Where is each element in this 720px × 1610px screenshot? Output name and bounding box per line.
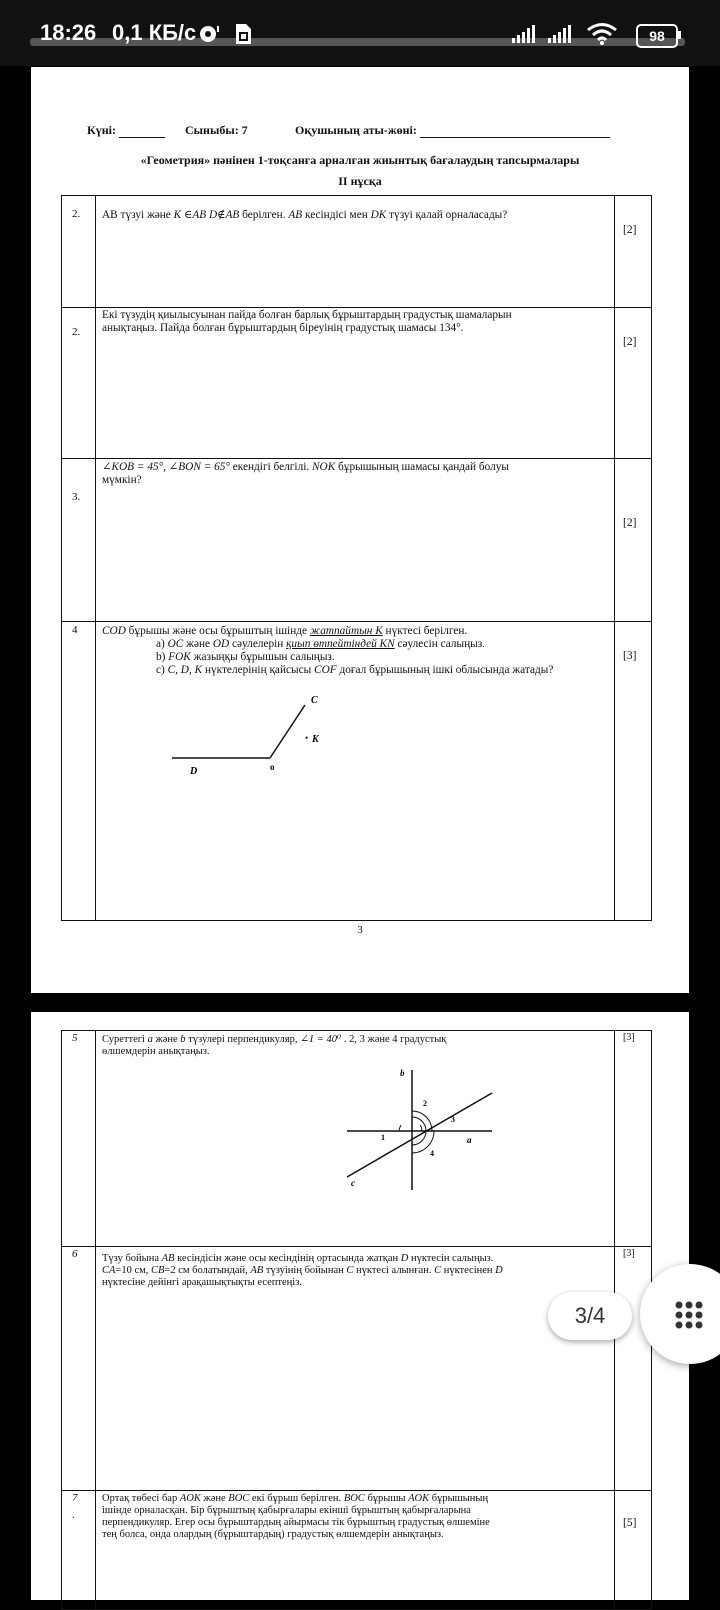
score-value: [2] bbox=[623, 336, 637, 348]
network-speed: 0,1 КБ/с bbox=[112, 20, 197, 45]
math-part: OC bbox=[167, 638, 184, 650]
page-indicator[interactable]: 3/4 bbox=[548, 1292, 632, 1340]
math-part: NOK bbox=[312, 461, 336, 473]
text-line: анықтаңыз. Пайда болған бұрыштардың біреуінің градустық шамасы 134°. bbox=[102, 322, 464, 334]
clock: 18:26 bbox=[40, 20, 97, 45]
text-part: кесіндісі мен bbox=[302, 209, 371, 221]
text-part: a) bbox=[156, 638, 168, 650]
label-3: 3 bbox=[451, 1115, 455, 1124]
label-a: a bbox=[467, 1135, 472, 1145]
text-line bbox=[102, 625, 613, 638]
text-part: нүктесі алынған. bbox=[353, 1265, 435, 1276]
task-number bbox=[62, 1491, 96, 1609]
text-line bbox=[102, 638, 613, 651]
math-part: AOK bbox=[179, 1493, 201, 1504]
signal-icon bbox=[546, 24, 576, 44]
math-part: К ∈АВ D∉АВ bbox=[173, 209, 240, 221]
student-blank bbox=[420, 137, 610, 138]
task-text bbox=[102, 461, 613, 487]
text-part: нүктелерінің қайсысы bbox=[202, 664, 315, 676]
text-part: түзуі қалай орналасады? bbox=[386, 209, 508, 221]
document-page bbox=[31, 67, 689, 993]
sim-icon bbox=[234, 23, 252, 45]
task-text bbox=[102, 625, 613, 677]
math-part: COF bbox=[314, 664, 337, 676]
score-value: [2] bbox=[623, 224, 637, 236]
text-part: =2 см болатындай, bbox=[164, 1265, 251, 1276]
math-part: b bbox=[180, 1034, 186, 1045]
text-part: бұрышы және осы бұрыштың ішінде bbox=[125, 625, 310, 637]
task-row bbox=[61, 1246, 652, 1491]
text-part: бұрышының bbox=[429, 1493, 489, 1504]
angle-arc bbox=[420, 1125, 422, 1131]
label-b: b bbox=[400, 1068, 405, 1078]
task-number-text: 3. bbox=[72, 491, 81, 503]
math-part: COD bbox=[102, 625, 126, 637]
task-row bbox=[61, 1490, 652, 1610]
text-line bbox=[102, 1493, 613, 1505]
math-part: a bbox=[147, 1034, 153, 1045]
task-text bbox=[102, 209, 613, 222]
label-4: 4 bbox=[430, 1149, 434, 1158]
record-icon bbox=[198, 24, 220, 44]
text-line: ішінде орналасқан. Бір бұрыштың қабырғалары екінші бұрыштың қабырғаларына bbox=[102, 1505, 471, 1516]
math-part: D bbox=[400, 1253, 409, 1264]
document-title: «Геометрия» пәнінен 1-тоқсанға арналған жиынтық бағалаудың тапсырмалары bbox=[140, 153, 580, 167]
math-part: C, D, K bbox=[167, 664, 203, 676]
text-part: c) bbox=[156, 664, 168, 676]
student-label: Оқушының аты-жөні: bbox=[295, 123, 417, 137]
text-line bbox=[102, 1253, 613, 1265]
text-line: Екі түзудің қиылысуынан пайда болған барлық бұрыштардың градустық шамаларын bbox=[102, 309, 512, 321]
perpendicular-lines-figure bbox=[337, 1065, 517, 1195]
battery-icon: 98 bbox=[636, 24, 678, 48]
math-part: AB bbox=[250, 1265, 264, 1276]
task-number bbox=[62, 308, 96, 458]
math-part: FOK bbox=[168, 651, 191, 663]
text-line bbox=[102, 651, 613, 664]
task-row bbox=[61, 307, 652, 459]
text-line: тең болса, онда олардың (бұрыштардың) градустық өлшемдерін анықтаңыз. bbox=[102, 1529, 444, 1540]
text-part: нүктесі берілген. bbox=[382, 625, 468, 637]
text-part: b) bbox=[156, 651, 169, 663]
text-part: АВ түзуі және bbox=[102, 209, 174, 221]
text-part: түзулері перпендикуляр, bbox=[185, 1034, 301, 1045]
text-line: мүмкін? bbox=[102, 474, 142, 486]
score-cell bbox=[614, 1491, 651, 1609]
text-part: берілген. bbox=[239, 209, 289, 221]
student-field bbox=[295, 123, 610, 138]
text-line bbox=[102, 664, 613, 677]
label-o: o bbox=[270, 762, 275, 772]
task-row bbox=[61, 195, 652, 308]
math-part: D bbox=[495, 1265, 503, 1276]
score-cell bbox=[614, 196, 651, 307]
math-part: АВ bbox=[288, 209, 303, 221]
task-number bbox=[62, 196, 96, 307]
text-line bbox=[102, 1034, 613, 1046]
task-number bbox=[62, 622, 96, 920]
date-field bbox=[87, 123, 165, 138]
text-part: Түзу бойына bbox=[102, 1253, 162, 1264]
task-number bbox=[62, 459, 96, 621]
math-part: AOK bbox=[408, 1493, 430, 1504]
text-line: перпендикуляр. Егер осы бұрыштардың айырмасы тік бұрыштың градустық өлшеміне bbox=[102, 1517, 490, 1528]
text-part: кесіндісін және осы кесіндінің ортасында жатқан bbox=[174, 1253, 401, 1264]
text-part: түзуінің бойынан bbox=[263, 1265, 347, 1276]
math-part: CB bbox=[151, 1265, 165, 1276]
text-part: Суреттегі bbox=[102, 1034, 148, 1045]
text-part: доғал бұрышының ішкі облысында жатады? bbox=[336, 664, 554, 676]
class-label: Сыныбы: 7 bbox=[185, 123, 248, 137]
score-cell bbox=[614, 1031, 651, 1246]
math-part: ∠1 = 40⁰ bbox=[300, 1034, 342, 1045]
text-line: өлшемдерін анықтаңыз. bbox=[102, 1046, 210, 1057]
score-value: [3] bbox=[623, 650, 637, 662]
task-number bbox=[62, 1031, 96, 1246]
text-part: Ортақ төбесі бар bbox=[102, 1493, 180, 1504]
label-c: C bbox=[311, 695, 318, 706]
signal-icon bbox=[510, 24, 540, 44]
status-bar bbox=[0, 0, 720, 66]
math-part: жатпайтын K bbox=[309, 625, 383, 637]
text-part: екендігі белгілі. bbox=[229, 461, 312, 473]
task-number-text: 5 bbox=[72, 1032, 78, 1044]
task-row bbox=[61, 1030, 652, 1247]
math-part: ∠KOB = 45°, ∠BON = 65° bbox=[102, 461, 230, 473]
score-cell bbox=[614, 308, 651, 458]
task-row bbox=[61, 621, 652, 921]
math-part: BOC bbox=[228, 1493, 250, 1504]
task-number-text: 7 bbox=[72, 1492, 78, 1504]
text-part: . 2, 3 және 4 градустық bbox=[341, 1034, 447, 1045]
text-line: нүктесіне дейінгі арақашықтықты есептеңіз. bbox=[102, 1277, 302, 1288]
text-part: екі бұрыш берілген. bbox=[249, 1493, 344, 1504]
task-number-text: 6 bbox=[72, 1248, 78, 1260]
math-part: DK bbox=[370, 209, 387, 221]
task-number-text: 2. bbox=[72, 326, 81, 338]
battery-tip bbox=[678, 31, 681, 39]
text-line bbox=[102, 461, 613, 474]
score-value: [2] bbox=[623, 517, 637, 529]
text-part: бұрышы bbox=[364, 1493, 409, 1504]
label-1: 1 bbox=[381, 1133, 385, 1142]
task-text bbox=[102, 1034, 613, 1058]
text-part: =10 см, bbox=[115, 1265, 152, 1276]
angle-arc bbox=[412, 1117, 426, 1131]
score-value: [5] bbox=[623, 1517, 637, 1529]
task-number-text: 2. bbox=[72, 208, 81, 220]
angle-cod-figure bbox=[122, 687, 342, 777]
score-value: [3] bbox=[623, 1032, 635, 1043]
task-number-dot: . bbox=[72, 1509, 75, 1521]
date-blank bbox=[119, 137, 165, 138]
task-number-text: 4 bbox=[72, 624, 78, 636]
label-d: D bbox=[190, 766, 198, 777]
math-part: BOC bbox=[343, 1493, 365, 1504]
text-part: және bbox=[152, 1034, 181, 1045]
text-part: нүктесін салыңыз. bbox=[408, 1253, 494, 1264]
text-part: сәулесін салыңыз. bbox=[394, 638, 486, 650]
date-label: Күні: bbox=[87, 123, 116, 137]
text-part: бұрышының шамасы қандай болуы bbox=[335, 461, 510, 473]
point-k-dot: • bbox=[305, 733, 309, 743]
label-k: K bbox=[312, 734, 319, 745]
label-2: 2 bbox=[423, 1099, 427, 1108]
score-cell bbox=[614, 1247, 651, 1490]
text-part: және bbox=[183, 638, 213, 650]
math-part: C bbox=[346, 1265, 354, 1276]
page-number: 3 bbox=[357, 924, 363, 936]
math-part: CA bbox=[102, 1265, 116, 1276]
text-part: және bbox=[200, 1493, 229, 1504]
variant-label: II нұсқа bbox=[338, 174, 382, 188]
math-part: C bbox=[434, 1265, 442, 1276]
math-part: OD bbox=[212, 638, 230, 650]
score-cell bbox=[614, 622, 651, 920]
math-part: қиып өтпейтіндей KN bbox=[286, 638, 395, 650]
ray-oc bbox=[270, 705, 305, 758]
text-part: сәулелерін bbox=[229, 638, 287, 650]
task-row bbox=[61, 458, 652, 622]
text-part: нүктесінен bbox=[441, 1265, 496, 1276]
math-part: AB bbox=[161, 1253, 175, 1264]
angle-arc bbox=[399, 1125, 401, 1131]
score-value: [3] bbox=[623, 1248, 635, 1259]
text-line bbox=[102, 1265, 613, 1277]
task-text bbox=[102, 1253, 613, 1289]
task-text bbox=[102, 1493, 613, 1541]
score-cell bbox=[614, 459, 651, 621]
task-number bbox=[62, 1247, 96, 1490]
text-part: жазыңқы бұрышын салыңыз. bbox=[190, 651, 335, 663]
task-text bbox=[102, 309, 613, 335]
grid-dots-icon bbox=[674, 1300, 704, 1330]
wifi-icon bbox=[586, 22, 618, 46]
label-c: c bbox=[351, 1178, 355, 1188]
